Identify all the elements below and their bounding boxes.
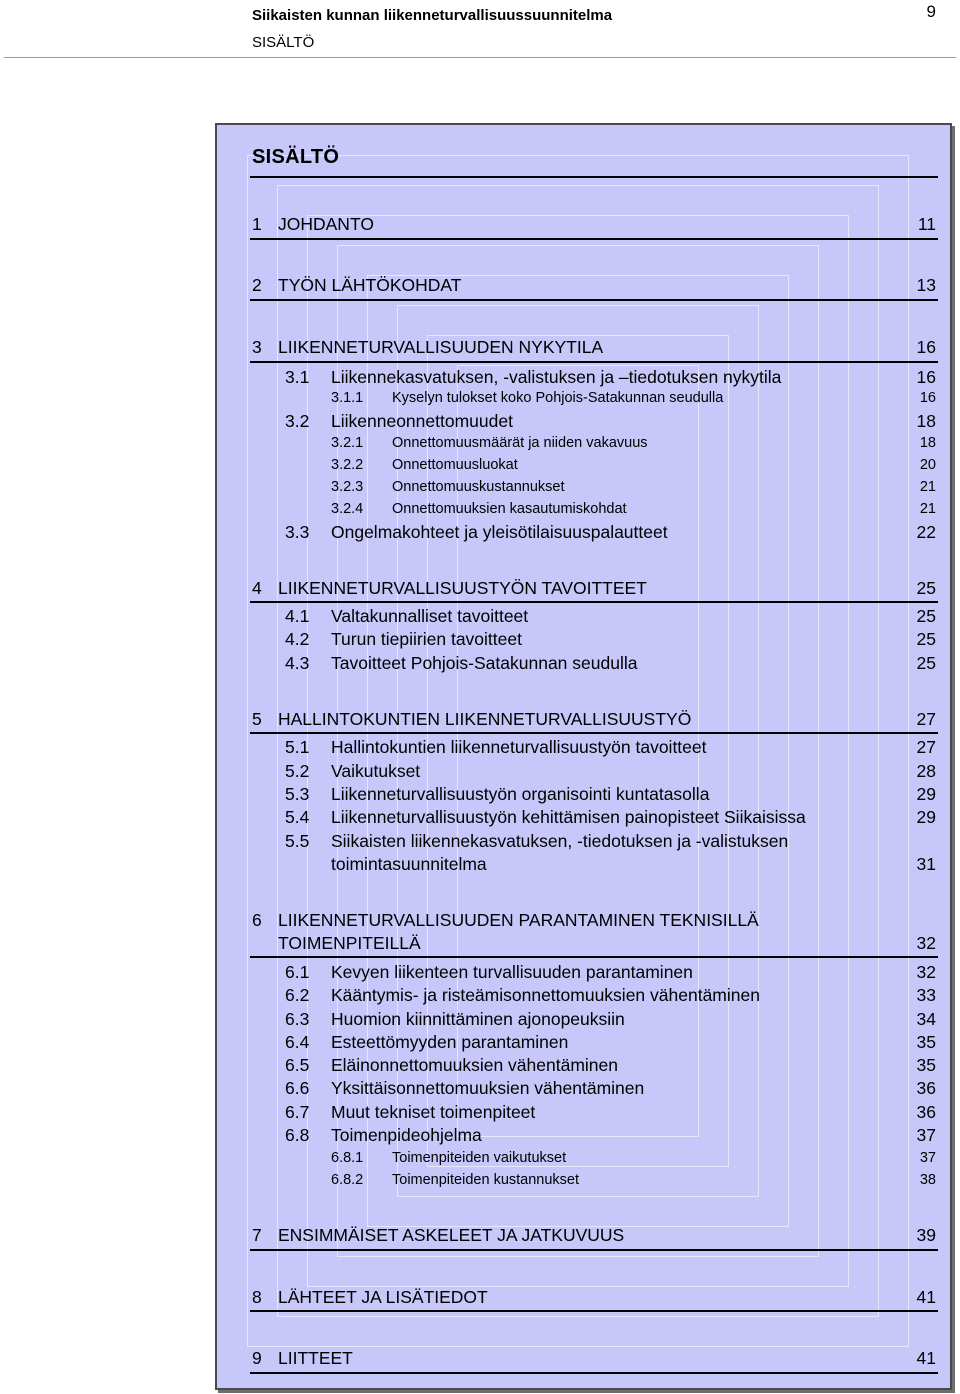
toc-entry-number: 3.2.4	[331, 501, 364, 517]
toc-entry-number: 5.4	[285, 807, 310, 827]
toc-entry-1[interactable]	[0, 213, 960, 236]
toc-entry-page: 21	[919, 479, 936, 495]
toc-entry-number: 5.2	[285, 761, 310, 781]
toc-entry-text: LIIKENNETURVALLISUUDEN NYKYTILA	[278, 337, 604, 357]
toc-entry-text-continued: TOIMENPITEILLÄ	[278, 933, 421, 953]
toc-entry-number: 3.1.1	[331, 390, 364, 406]
toc-entry-number: 6.6	[285, 1078, 310, 1098]
chapter-rule	[250, 1372, 938, 1374]
toc-entry-text: Valtakunnalliset tavoitteet	[331, 606, 529, 626]
toc-entry-text: Esteettömyyden parantaminen	[331, 1032, 569, 1052]
toc-entry-text: Toimenpideohjelma	[331, 1125, 482, 1145]
toc-title-rule	[250, 176, 938, 178]
toc-entry-page: 37	[919, 1150, 936, 1166]
toc-entry-5-4[interactable]	[0, 806, 960, 829]
toc-entry-page: 18	[919, 435, 936, 451]
toc-entry-number: 7	[252, 1225, 262, 1245]
toc-entry-page: 36	[916, 1102, 936, 1122]
toc-entry-page: 11	[917, 214, 936, 234]
toc-entry-4-2[interactable]	[0, 628, 960, 651]
toc-entry-text: Turun tiepiirien tavoitteet	[331, 629, 522, 649]
toc-entry-number: 3.2.2	[331, 457, 364, 473]
toc-entry-3-1-1[interactable]	[0, 387, 960, 410]
chapter-rule	[250, 601, 938, 603]
toc-entry-number: 4.3	[285, 653, 310, 673]
toc-entry-4[interactable]	[0, 577, 960, 600]
toc-entry-number: 6.8.1	[331, 1150, 364, 1166]
toc-entry-number: 3	[252, 337, 262, 357]
toc-entry-number: 4.1	[285, 606, 310, 626]
toc-entry-3-3[interactable]	[0, 521, 960, 544]
toc-entry-text: ENSIMMÄISET ASKELEET JA JATKUVUUS	[278, 1225, 625, 1245]
toc-entry-number: 4	[252, 578, 262, 598]
toc-entry-text: Onnettomuusmäärät ja niiden vakavuus	[392, 435, 648, 451]
toc-entry-page: 13	[916, 275, 936, 295]
toc-entry-text: Onnettomuuskustannukset	[392, 479, 565, 495]
toc-entry-text: Liikenneturvallisuustyön kehittämisen painopisteet Siikaisissa	[331, 807, 806, 827]
toc-entry-page: 20	[919, 457, 936, 473]
toc-entry-3-1[interactable]	[0, 366, 960, 389]
toc-entry-text: Toimenpiteiden kustannukset	[392, 1172, 580, 1188]
chapter-rule	[250, 238, 938, 240]
toc-entry-page: 33	[916, 985, 936, 1005]
toc-entry-text: Liikenneturvallisuustyön organisointi kuntatasolla	[331, 784, 710, 804]
toc-entry-text: Onnettomuuksien kasautumiskohdat	[392, 501, 627, 517]
toc-entry-text: JOHDANTO	[278, 214, 374, 234]
toc-entry-6-6[interactable]	[0, 1077, 960, 1100]
toc-entry-9[interactable]	[0, 1347, 960, 1370]
toc-entry-number: 6.8.2	[331, 1172, 364, 1188]
toc-entry-number: 5.5	[285, 831, 310, 851]
toc-entry-number: 3.3	[285, 522, 310, 542]
toc-entry-6-1[interactable]	[0, 961, 960, 984]
toc-entry-number: 2	[252, 275, 262, 295]
toc-entry-page: 22	[916, 522, 936, 542]
toc-entry-page: 25	[916, 629, 936, 649]
toc-entry-5-3[interactable]	[0, 783, 960, 806]
toc-entry-page: 36	[916, 1078, 936, 1098]
toc-entry-page: 29	[916, 807, 936, 827]
chapter-rule	[250, 1249, 938, 1251]
toc-entry-page: 27	[916, 737, 936, 757]
toc-entry-3-2[interactable]	[0, 410, 960, 433]
toc-entry-text: Liikennekasvatuksen, -valistuksen ja –tiedotuksen nykytila	[331, 367, 782, 387]
toc-entry-page: 34	[916, 1009, 936, 1029]
toc-entry-6-5[interactable]	[0, 1054, 960, 1077]
toc-entry-4-3[interactable]	[0, 652, 960, 675]
toc-entry-4-1[interactable]	[0, 605, 960, 628]
toc-entry-page: 16	[919, 390, 936, 406]
toc-entry-page: 41	[916, 1287, 936, 1307]
toc-entry-page: 35	[916, 1032, 936, 1052]
chapter-rule	[250, 361, 938, 363]
toc-entry-text: Yksittäisonnettomuuksien vähentäminen	[331, 1078, 645, 1098]
toc-entry-page: 39	[916, 1225, 936, 1245]
toc-entry-text: LIITTEET	[278, 1348, 353, 1368]
toc-entry-number: 6.2	[285, 985, 310, 1005]
toc-entry-3-2-3[interactable]	[0, 476, 960, 499]
toc-entry-page: 18	[916, 411, 936, 431]
toc-entry-number: 5.1	[285, 737, 310, 757]
toc-entry-text: Liikenneonnettomuudet	[331, 411, 513, 431]
toc-entry-page: 38	[919, 1172, 936, 1188]
toc-entry-5-2[interactable]	[0, 760, 960, 783]
toc-entry-text: Hallintokuntien liikenneturvallisuustyön tavoitteet	[331, 737, 707, 757]
toc-entry-text: Kääntymis- ja risteämisonnettomuuksien vähentäminen	[331, 985, 760, 1005]
toc-entry-number: 6.7	[285, 1102, 310, 1122]
toc-entry-number: 1	[252, 214, 262, 234]
toc-entry-text: Tavoitteet Pohjois-Satakunnan seudulla	[331, 653, 638, 673]
toc-entry-page: 16	[916, 367, 936, 387]
toc-entry-number: 3.1	[285, 367, 310, 387]
toc-entry-6-8-2[interactable]	[0, 1169, 960, 1192]
toc-entry-page: 29	[916, 784, 936, 804]
toc-entry-page: 27	[916, 709, 936, 729]
toc-entry-6-8[interactable]	[0, 1124, 960, 1147]
toc-entry-3-2-1[interactable]	[0, 432, 960, 455]
toc-entry-text: Ongelmakohteet ja yleisötilaisuuspalautteet	[331, 522, 668, 542]
toc-entry-7[interactable]	[0, 1224, 960, 1247]
toc-entry-6-8-1[interactable]	[0, 1147, 960, 1170]
toc-entry-text: LÄHTEET JA LISÄTIEDOT	[278, 1287, 488, 1307]
toc-entry-text: Vaikutukset	[331, 761, 421, 781]
toc-title: SISÄLTÖ	[252, 146, 340, 168]
header-divider	[4, 57, 956, 58]
toc-entry-text: Kyselyn tulokset koko Pohjois-Satakunnan seudulla	[392, 390, 724, 406]
toc-entry-page: 28	[916, 761, 936, 781]
toc-entry-page: 41	[916, 1348, 936, 1368]
toc-entry-page: 25	[916, 578, 936, 598]
document-title: Siikaisten kunnan liikenneturvallisuussuunnitelma	[252, 7, 613, 24]
toc-entry-5-5[interactable]	[0, 830, 960, 876]
toc-entry-number: 6.3	[285, 1009, 310, 1029]
toc-entry-page: 32	[916, 962, 936, 982]
toc-entry-number: 5	[252, 709, 262, 729]
toc-entry-3-2-2[interactable]	[0, 454, 960, 477]
toc-entry-number: 6.4	[285, 1032, 310, 1052]
toc-entry-6-4[interactable]	[0, 1031, 960, 1054]
chapter-rule	[250, 1310, 938, 1312]
toc-entry-text: Onnettomuusluokat	[392, 457, 518, 473]
toc-entry-number: 9	[252, 1348, 262, 1368]
toc-entry-page: 37	[916, 1125, 936, 1145]
toc-entry-number: 5.3	[285, 784, 310, 804]
toc-entry-page: 32	[916, 933, 936, 953]
toc-entry-5-1[interactable]	[0, 736, 960, 759]
toc-entry-number: 6.8	[285, 1125, 310, 1145]
toc-entry-number: 6.5	[285, 1055, 310, 1075]
toc-entry-number: 3.2	[285, 411, 310, 431]
chapter-rule	[250, 299, 938, 301]
toc-entry-6-3[interactable]	[0, 1008, 960, 1031]
chapter-rule	[250, 956, 938, 958]
toc-entry-number: 3.2.1	[331, 435, 364, 451]
toc-entry-6[interactable]	[0, 909, 960, 955]
toc-entry-text: Toimenpiteiden vaikutukset	[392, 1150, 567, 1166]
toc-entry-text: LIIKENNETURVALLISUUSTYÖN TAVOITTEET	[278, 578, 647, 598]
toc-entry-page: 21	[919, 501, 936, 517]
toc-entry-page: 35	[916, 1055, 936, 1075]
toc-entry-page: 25	[916, 606, 936, 626]
toc-entry-page: 31	[916, 854, 936, 874]
toc-entry-page: 25	[916, 653, 936, 673]
toc-entry-page: 16	[916, 337, 936, 357]
toc-entry-text: Huomion kiinnittäminen ajonopeuksiin	[331, 1009, 625, 1029]
toc-entry-2[interactable]	[0, 274, 960, 297]
toc-entry-number: 6.1	[285, 962, 310, 982]
toc-entry-text: TYÖN LÄHTÖKOHDAT	[278, 275, 462, 295]
toc-entry-3[interactable]	[0, 336, 960, 359]
chapter-rule	[250, 732, 938, 734]
toc-entry-text: LIIKENNETURVALLISUUDEN PARANTAMINEN TEKNISILLÄ	[278, 910, 759, 930]
toc-entry-text-continued: toimintasuunnitelma	[331, 854, 487, 874]
toc-entry-6-7[interactable]	[0, 1101, 960, 1124]
toc-entry-3-2-4[interactable]	[0, 498, 960, 521]
toc-entry-text: Muut tekniset toimenpiteet	[331, 1102, 536, 1122]
section-name: SISÄLTÖ	[252, 34, 315, 51]
toc-entry-text: Eläinonnettomuuksien vähentäminen	[331, 1055, 618, 1075]
toc-entry-number: 3.2.3	[331, 479, 364, 495]
toc-entry-6-2[interactable]	[0, 984, 960, 1007]
toc-entry-number: 4.2	[285, 629, 310, 649]
toc-entry-5[interactable]	[0, 708, 960, 731]
toc-entry-text: Siikaisten liikennekasvatuksen, -tiedotuksen ja -valistuksen	[331, 831, 789, 851]
page-number: 9	[926, 2, 936, 21]
toc-entry-8[interactable]	[0, 1286, 960, 1309]
toc-entry-text: HALLINTOKUNTIEN LIIKENNETURVALLISUUSTYÖ	[278, 709, 692, 729]
toc-entry-number: 8	[252, 1287, 262, 1307]
toc-entry-text: Kevyen liikenteen turvallisuuden parantaminen	[331, 962, 693, 982]
toc-entry-number: 6	[252, 910, 262, 930]
